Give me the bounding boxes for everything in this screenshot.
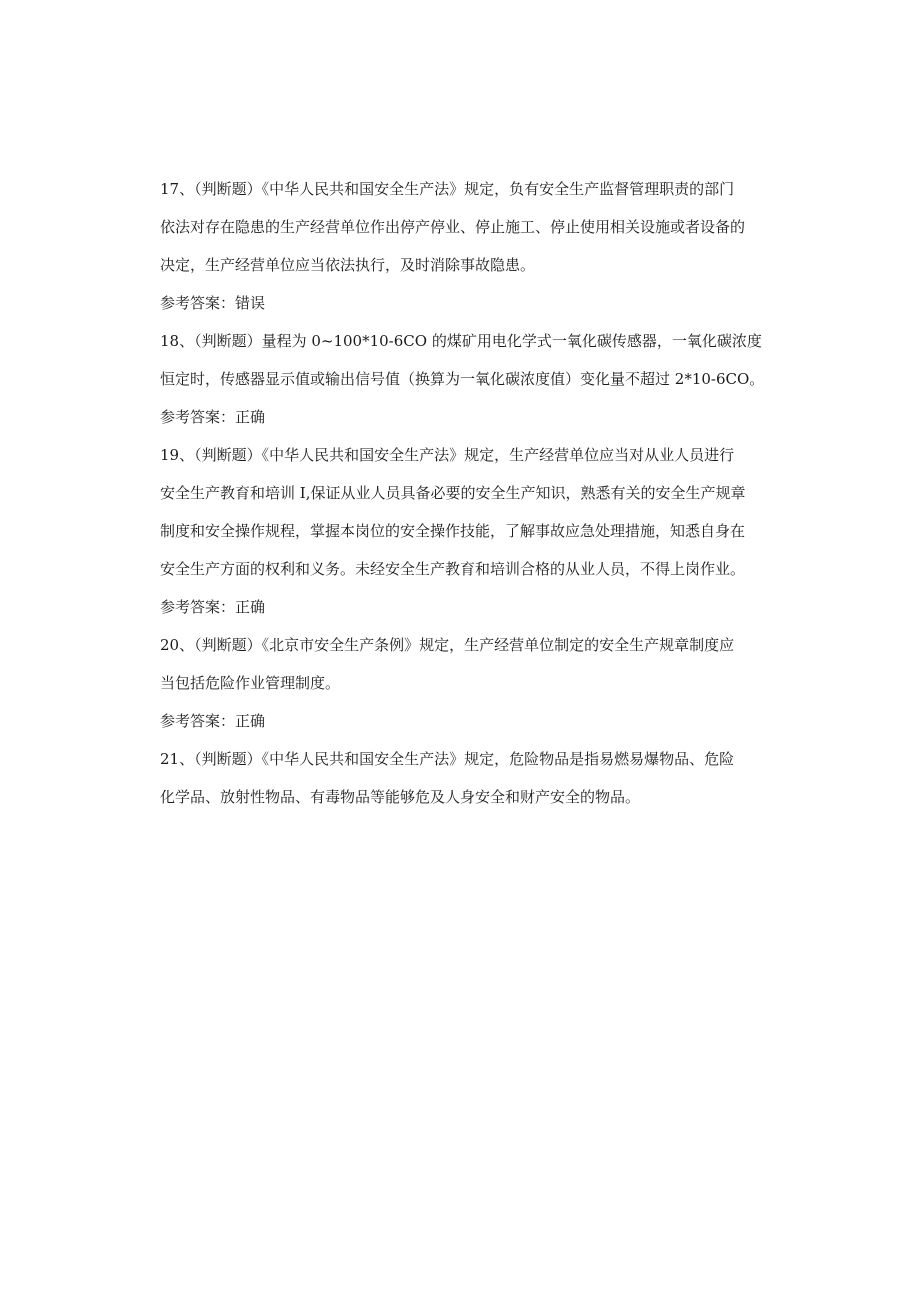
question-18 [160,322,780,398]
answer-18: 参考答案：正确 [160,408,266,426]
question-text-line: 21、（判断题）《中华人民共和国安全生产法》规定，危险物品是指易燃易爆物品、危险 [160,750,735,768]
answer-19: 参考答案：正确 [160,598,266,616]
question-text-line: 安全生产教育和培训 I,保证从业人员具备必要的安全生产知识，熟悉有关的安全生产规章 [160,484,746,502]
answer-20: 参考答案：正确 [160,712,266,730]
question-text-line: 化学品、放射性物品、有毒物品等能够危及人身安全和财产安全的物品。 [160,788,641,806]
answer-17: 参考答案：错误 [160,294,266,312]
question-list [160,170,780,816]
question-text-line: 17、（判断题）《中华人民共和国安全生产法》规定，负有安全生产监督管理职责的部门 [160,180,735,198]
question-text-line: 19、（判断题）《中华人民共和国安全生产法》规定，生产经营单位应当对从业人员进行 [160,446,735,464]
question-21 [160,740,780,816]
question-text-line: 恒定时，传感器显示值或输出信号值（换算为一氧化碳浓度值）变化量不超过 2*10-6CO。 [160,370,765,388]
question-text-line: 18、（判断题）量程为 0~100*10-6CO 的煤矿用电化学式一氧化碳传感器，一氧化碳浓度 [160,332,762,350]
question-text-line: 依法对存在隐患的生产经营单位作出停产停业、停止施工、停止使用相关设施或者设备的 [160,218,746,236]
question-20 [160,626,780,702]
question-text-line: 当包括危险作业管理制度。 [160,674,341,692]
question-text-line: 决定，生产经营单位应当依法执行，及时消除事故隐患。 [160,256,536,274]
question-text-line: 制度和安全操作规程，掌握本岗位的安全操作技能，了解事故应急处理措施，知悉自身在 [160,522,746,540]
question-17 [160,170,780,284]
question-text-line: 安全生产方面的权利和义务。未经安全生产教育和培训合格的从业人员，不得上岗作业。 [160,560,746,578]
question-text-line: 20、（判断题）《北京市安全生产条例》规定，生产经营单位制定的安全生产规章制度应 [160,636,735,654]
question-19 [160,436,780,588]
